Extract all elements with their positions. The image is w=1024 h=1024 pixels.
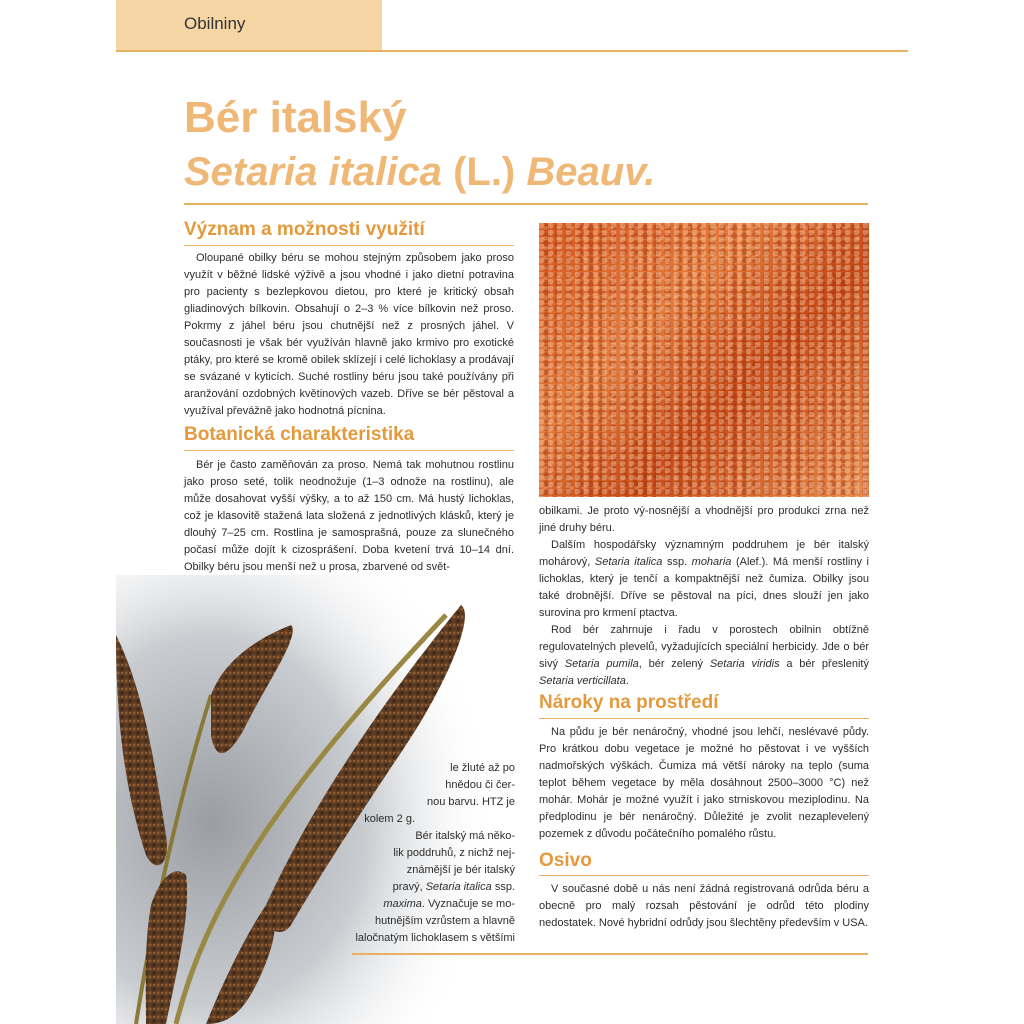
rule-vyznam — [184, 245, 514, 246]
heading-naroky: Nároky na prostředí — [539, 692, 719, 713]
wrap-fragment: ssp. — [494, 881, 515, 893]
text-fragment: , bér zelený — [638, 658, 704, 670]
header-tab — [116, 0, 382, 50]
latin-name — [184, 152, 655, 192]
text-fragment: Setaria verticillata — [539, 675, 626, 687]
wrap-fragment: maxima — [383, 898, 422, 910]
text-right-p3 — [539, 622, 869, 690]
wrap-line: hutnějším vzrůstem a hlavně — [374, 915, 515, 927]
wrap-line — [352, 879, 515, 896]
text-right-p2 — [539, 537, 869, 622]
grain-texture — [539, 223, 869, 497]
heading-botanicka: Botanická charakteristika — [184, 424, 415, 445]
text-botanicka: Bér je často zaměňován za proso. Nemá tak mohutnou rostlinu jako proso seté, tolik neodnožuje (1–3 odnože na rostlinu), ale může dosahovat vyšší výšky, a to až 150 cm. Má hustý lichoklas, což je klasovitě stažená lata složená z jednotlivých klásků, který je dlouhý 7–25 cm. Rostlina je samosprašná, pouze za slunečného počasí může dojít k cizosprášení. Doba kvetení trvá 10–14 dní. Obilky béru jsou menší než u prosa, zbarvené od svět- — [184, 459, 514, 573]
title-rule — [184, 203, 868, 205]
text-fragment: (Alef.). Má menší rostliny i lichoklas, který je tenčí a kompaktnější než čumiza. Obilky jsou také drobnější. Dříve se pěstoval na píci, dnes slouží jen jako surovina pro krmení ptactva. — [539, 556, 869, 619]
rule-naroky — [539, 718, 869, 719]
text-fragment: Dalším hospodářsky významným poddruhem je bér italský mohárový, — [539, 539, 869, 568]
wrap-fragment: Setaria italica — [425, 881, 492, 893]
wrap-line: nou barvu. HTZ je — [426, 796, 515, 808]
rule-osivo — [539, 875, 869, 876]
header-rule — [116, 50, 908, 52]
wrap-line: lik poddruhů, z nichž nej- — [393, 847, 515, 859]
wrap-line: Bér italský má něko- — [415, 830, 515, 842]
text-naroky: Na půdu je bér nenáročný, vhodné jsou lehčí, neslévavé půdy. Pro krátkou dobu vegetace je možné ho pěstovat i ve vyšších nadmořských výškách. Čumiza má větší nároky na teplo (suma teplot během vegetace by měla dosáhnout 2500–3000 °C) než mohár. Mohár je možné využít i jako strniskovou meziplodinu. Na předplodinu je bér nenáročný. Důležité je zvolit nezaplevelený pozemek z důvodu počátečního pomalého růstu. — [539, 726, 869, 840]
text-fragment: a bér přeslenitý — [786, 658, 869, 670]
wrap-line: le žluté až po — [450, 762, 515, 774]
heading-osivo: Osivo — [539, 850, 592, 871]
latin-species: Setaria italica — [184, 150, 442, 194]
text-right-p1: obilkami. Je proto vý-nosnější a vhodnější pro produkci zrna než jiné druhy béru. — [539, 505, 869, 534]
text-fragment: . — [625, 675, 629, 687]
grain-photo — [539, 223, 869, 497]
wrap-fragment: . Vyznačuje se mo- — [421, 898, 515, 910]
rule-botanicka — [184, 450, 514, 451]
text-osivo: V současné době u nás není žádná registrovaná odrůda béru a obecně pro malý rozsah pěstování je odrůd této plodiny nedostatek. Nové hybridní odrůdy jsou šlechtěny především v USA. — [539, 883, 869, 929]
latin-author: (L.) — [453, 150, 516, 194]
text-fragment: Setaria italica — [594, 556, 663, 568]
wrap-fragment: pravý, — [392, 881, 423, 893]
heading-vyznam: Význam a možnosti využití — [184, 219, 425, 240]
text-fragment: ssp. — [666, 556, 688, 568]
page-title: Bér italský — [184, 93, 407, 142]
wrap-line: známější je bér italský — [406, 864, 515, 876]
latin-author-2: Beauv. — [526, 150, 656, 194]
text-fragment: moharia — [691, 556, 732, 568]
text-fragment: Setaria viridis — [709, 658, 780, 670]
wrap-line: hnědou či čer- — [445, 779, 515, 791]
bottom-rule — [352, 953, 868, 955]
text-fragment: Setaria pumila — [564, 658, 639, 670]
section-label: Obilniny — [184, 14, 246, 33]
text-vyznam: Oloupané obilky béru se mohou stejným způsobem jako proso využít v běžné lidské výživě a jsou vhodné i jako dietní potravina pro pacienty s bezlepkovou dietou, pro které je kritický obsah gliadinových bílkovin. Obsahují o 2–3 % více bílkovin než proso. Pokrmy z jáhel béru jsou chutnější než z prosných jáhel. V současnosti je však bér využíván hlavně jako krmivo pro exotické ptáky, pro které se kromě obilek sklízejí i celé lichoklasy a prodávají se svázané v kyticích. Suché rostliny béru jsou také používány při aranžování ozdobných květinových vazeb. Dříve se bér pěstoval a využíval převážně jako hodnotná pícnina. — [184, 252, 514, 417]
wrap-line — [352, 896, 515, 913]
wrap-line: laločnatým lichoklasem s většími — [355, 932, 515, 944]
text-fragment: Rod bér zahrnuje i řadu v porostech obilnin obtížně regulovatelných plevelů, vyžadujících speciální herbicidy. Jde o bér sivý — [539, 624, 869, 670]
wrap-line: kolem 2 g. — [364, 813, 415, 825]
text-botanicka-wrap — [352, 760, 515, 947]
